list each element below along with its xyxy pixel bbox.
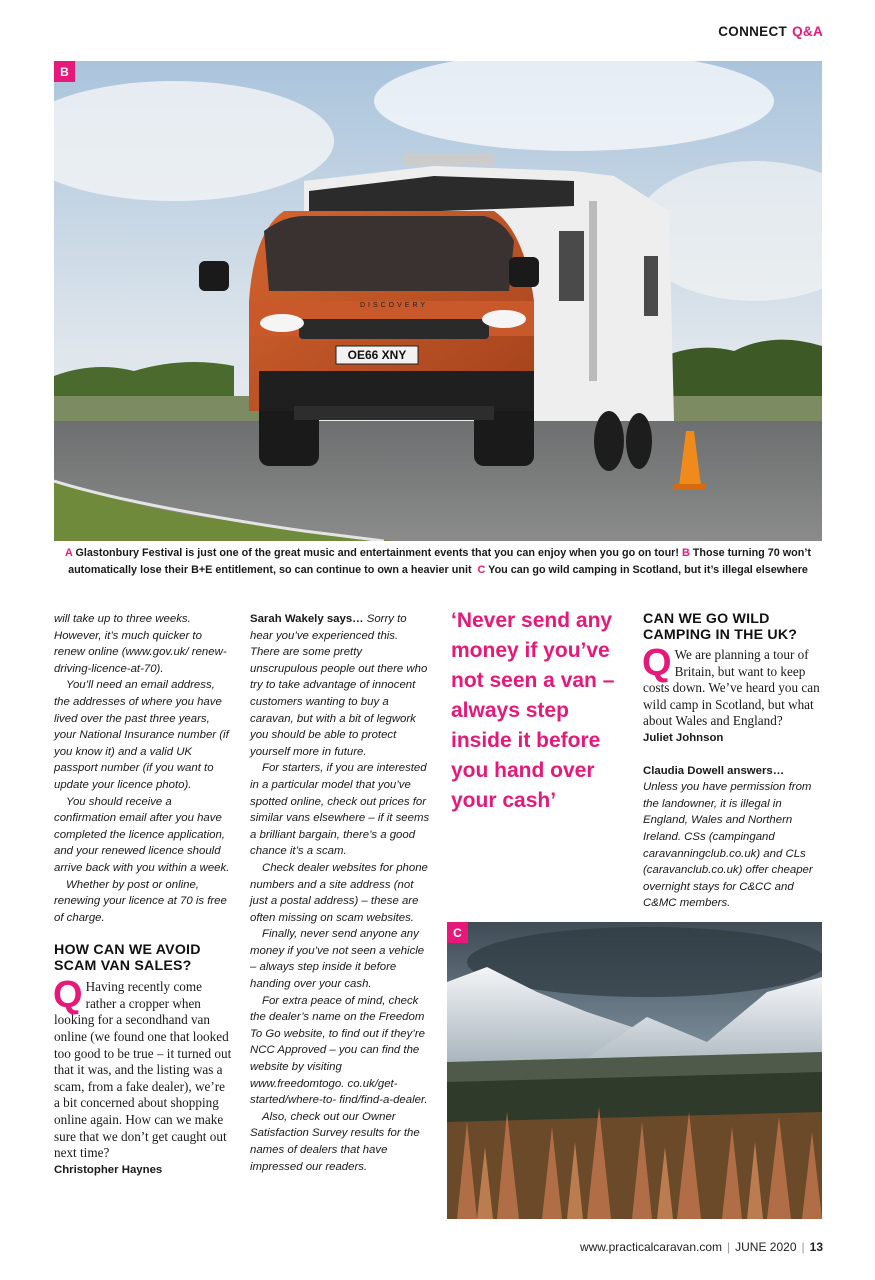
section-title: CONNECT bbox=[718, 24, 788, 39]
col1-paragraph-2: You’ll need an email address, the addresses of where you have lived over the past three years, your National Insurance number (if you know it) and a valid UK passport number (if you want to update your licence photo). bbox=[54, 679, 229, 791]
col2-paragraph-1 bbox=[250, 611, 430, 760]
page-number: 13 bbox=[809, 1240, 823, 1254]
pull-quote: ‘Never send any money if you’ve not seen a van – always step inside it before you hand over your cash’ bbox=[451, 609, 615, 812]
col2-paragraph-1-text: Sorry to hear you’ve experienced this. There are some pretty unscrupulous people out there who try to take advantage of innocent customers wanting to buy a caravan, but with a bit of legwork you should be able to protect yourself more in future. bbox=[250, 613, 428, 758]
col2-paragraph-4: Finally, never send anyone any money if you’ve not seen a vehicle – always step inside it before handing over your cash. bbox=[250, 928, 425, 991]
section-header bbox=[718, 24, 823, 39]
car-caravan-illustration bbox=[54, 61, 822, 541]
caption-b: Those turning 70 won’t automatically lose their B+E entitlement, so can continue to own a heavier unit bbox=[68, 547, 811, 576]
col1-paragraph-3: You should receive a confirmation email after you have completed the licence application, and your renewed licence should arrive back with you within a week. bbox=[54, 795, 230, 874]
scam-question bbox=[53, 974, 232, 1162]
number-plate: OE66 XNY bbox=[347, 348, 407, 362]
caption-c: You can go wild camping in Scotland, but it’s illegal elsewhere bbox=[488, 564, 808, 576]
wild-camping-answer: Unless you have permission from the landowner, it is illegal in England, Wales and Northern Ireland. CSs (campingand caravanningclub.co.uk) and CLs (caravanclub.co.uk) offer cheaper overnight stays for C&CC and C&MC members. bbox=[643, 781, 813, 910]
wild-camping-question-text: We are planning a tour of Britain, but want to keep costs down. We’ve heard you can wild camp in Scotland, but what about Wales and England? bbox=[643, 647, 820, 729]
caption-letter-a: A bbox=[65, 547, 73, 559]
drop-cap-q: Q bbox=[53, 974, 83, 1017]
footer-issue: JUNE 2020 bbox=[735, 1240, 797, 1254]
photo-label-c: C bbox=[447, 922, 468, 943]
col2-paragraph-6: Also, check out our Owner Satisfaction Survey results for the names of dealers that have impressed our readers. bbox=[250, 1110, 420, 1173]
photo-label-b: B bbox=[54, 61, 75, 82]
col2-paragraph-2: For starters, if you are interested in a particular model that you’ve spotted online, check out prices for similar vans elsewhere – if it seems a brilliant bargain, there’s a good chance it’s a scam. bbox=[250, 762, 430, 858]
scam-heading: HOW CAN WE AVOID SCAM VAN SALES? bbox=[54, 942, 201, 975]
photo-caption bbox=[54, 545, 822, 579]
column-1 bbox=[54, 611, 232, 1178]
footer-url: www.practicalcaravan.com bbox=[579, 1240, 723, 1254]
wild-camping-asker: Juliet Johnson bbox=[643, 731, 724, 744]
photo-mountains bbox=[447, 922, 822, 1219]
answerer-sarah: Sarah Wakely says… bbox=[250, 613, 364, 625]
answerer-claudia: Claudia Dowell answers… bbox=[643, 764, 785, 777]
car-badge: DISCOVERY bbox=[359, 302, 429, 309]
drop-cap-q-2: Q bbox=[642, 642, 672, 684]
section-subtitle: Q&A bbox=[792, 24, 823, 39]
caption-a: Glastonbury Festival is just one of the great music and entertainment events that you can enjoy when you go on tour! bbox=[75, 547, 679, 559]
mountain-landscape-illustration bbox=[447, 922, 822, 1219]
column-4 bbox=[643, 611, 823, 912]
wild-camping-question bbox=[642, 642, 823, 730]
page-footer: www.practicalcaravan.com | JUNE 2020 | 13 bbox=[579, 1240, 823, 1254]
col1-paragraph-4: Whether by post or online, renewing your licence at 70 is free of charge. bbox=[54, 878, 227, 924]
column-2 bbox=[250, 611, 430, 1175]
scam-question-text: Having recently come rather a cropper when looking for a secondhand van online (we found one that looked too good to be true – it turned out that it was, and the listing was a scam, from a fake dealer), we’re a bit concerned about shopping online again. How can we make sure that we don’t get caught out next time? bbox=[54, 979, 232, 1161]
scam-asker: Christopher Haynes bbox=[54, 1163, 163, 1176]
col2-paragraph-5: For extra peace of mind, check the dealer’s name on the Freedom To Go website, to find out if they’re NCC Approved – you can find the website by visiting www.freedomtogo. co.uk/get-started/where-to- find/find-a-dealer. bbox=[250, 994, 428, 1107]
caption-letter-c: C bbox=[477, 564, 486, 576]
photo-car-caravan bbox=[54, 61, 822, 541]
wild-camping-heading: CAN WE GO WILD CAMPING IN THE UK? bbox=[643, 611, 798, 643]
caption-letter-b: B bbox=[681, 547, 690, 559]
col1-paragraph-1: will take up to three weeks. However, it’s much quicker to renew online (www.gov.uk/ renew-driving-licence-at-70). bbox=[54, 613, 227, 675]
col2-paragraph-3: Check dealer websites for phone numbers and a site address (not just a postal address) – these are often missing on scam websites. bbox=[250, 861, 428, 924]
